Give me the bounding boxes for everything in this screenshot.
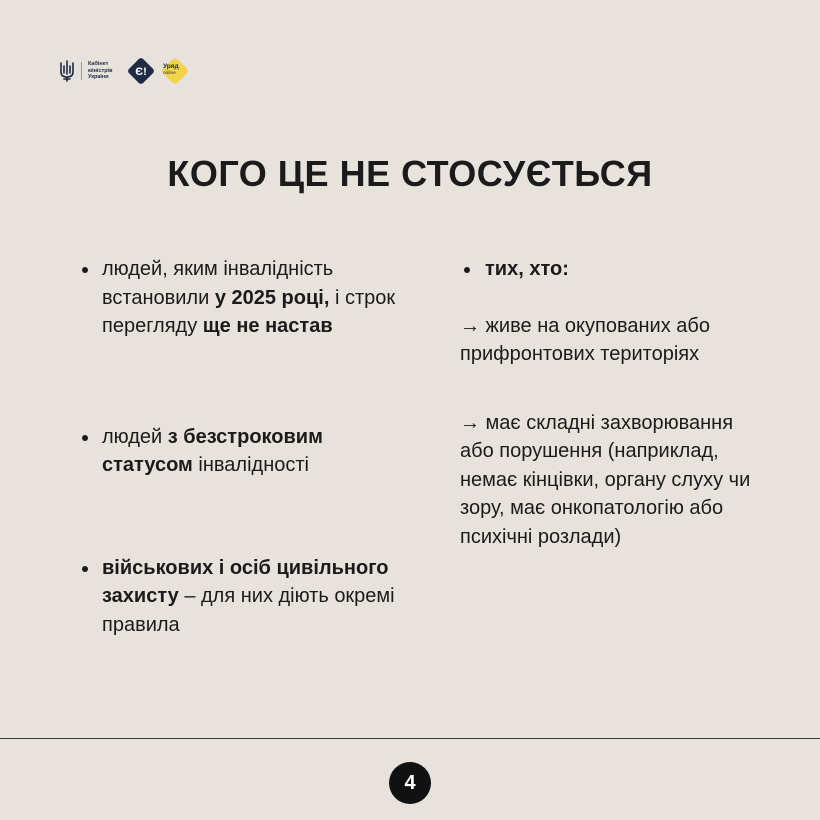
page-title: КОГО ЦЕ НЕ СТОСУЄТЬСЯ <box>167 153 653 194</box>
list-item: → живе на окупованих або прифронтових територіях <box>460 314 710 365</box>
right-column-heading: тих, хто: <box>460 255 760 284</box>
page-number-badge: 4 <box>389 762 431 804</box>
cabinet-logo-text: Кабінет міністрів України <box>88 61 113 81</box>
uryad-logo-text: Уряд <box>163 63 179 70</box>
svg-text:Є!: Є! <box>135 66 147 78</box>
uryad-online-logo <box>160 56 190 86</box>
list-item: військових і осіб цивільного захисту – для них діють окремі правила <box>80 554 410 640</box>
list-item: людей з безстроковим статусом інвалідності <box>80 423 410 480</box>
list-item: → має складні захворювання або порушення (наприклад, немає кінцівки, органу слуху чи зору, має онкопатологію або психічні розлади) <box>460 411 751 548</box>
diia-logo-icon <box>126 56 156 86</box>
uryad-logo-sub: online <box>163 71 176 76</box>
footer-divider <box>0 738 820 739</box>
logo-divider <box>81 62 82 80</box>
list-item: людей, яким інвалідність встановили у 2025 році, і строк перегляду ще не настав <box>80 255 410 341</box>
right-column <box>460 255 760 591</box>
left-column <box>80 255 410 639</box>
header-logos <box>58 56 190 86</box>
trident-icon <box>58 60 76 82</box>
